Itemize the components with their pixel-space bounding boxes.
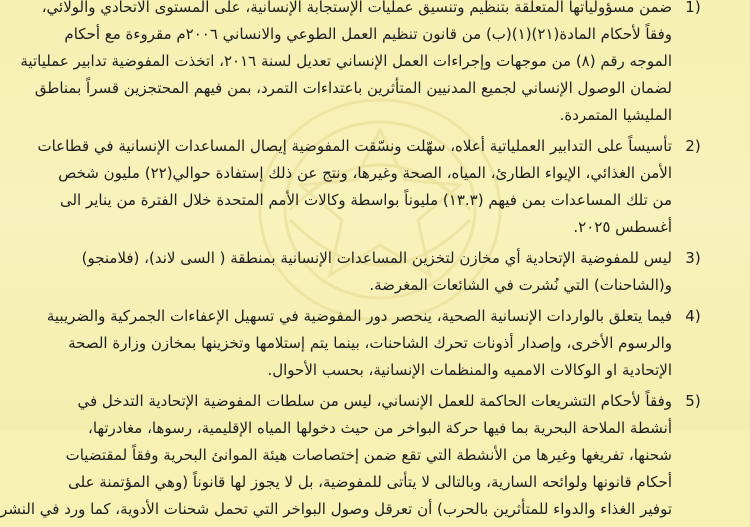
item-number: 5) (685, 392, 701, 410)
text-line: و(الشاحنات) التي نُشرت في الشائعات المغرضة. (369, 276, 672, 294)
text-line: والرسوم الأخرى، وإصدار أذونات تحرك الشاحنات، بينما يتم إستلامها وتخزينها بمخازن وزارة الصحة (68, 334, 672, 352)
text-line: الموجه رقم (٨) من موجهات وإجراءات العمل الإنساني تعديل لسنة ٢٠١٦، اتخذت المفوضية تدابير عملياتية (20, 52, 672, 70)
item-text (0, 388, 676, 523)
list-item (37, 133, 710, 241)
list-item (20, 0, 710, 129)
text-line: وفقاً لأحكام التشريعات الحاكمة للعمل الإنساني، ليس من سلطات المفوضية الإتحادية التدخل في (77, 392, 672, 410)
text-line: من تلك المساعدات بمن فيهم (١٣.٣) مليوناً بواسطة وكالات الأمم المتحدة خلال الفترة من يناير الى (59, 191, 672, 209)
text-line: وفقاً لأحكام المادة(٢١)(١)(ب) من قانون تنظيم العمل الطوعي والانساني ٢٠٠٦م مقروءة مع أحكام (64, 25, 672, 43)
text-line: المليشيا المتمردة. (559, 106, 672, 124)
item-number: 3) (685, 249, 701, 267)
item-text (40, 245, 676, 299)
text-line: أنشطة الملاحة البحرية بما فيها حركة البواخر من حيث دخولها المياه الإقليمية، رسوها، مغادرتها، (88, 419, 672, 437)
text-line: ضمن مسؤولياتها المتعلقة بتنظيم وتنسيق عمليات الإستجابة الإنسانية، على المستوى الاتحادي والولائي، (41, 0, 672, 16)
text-line: أحكام قانونها ولوائحه السارية، وبالتالى لا يتأتى للمفوضية، بل لا يجوز لها قانوناً (وهي المؤتمنة على (68, 473, 672, 491)
text-line: شحنها، تفريغها وغيرها من الأنشطة التي تقع ضمن إختصاصات هيئة الموانئ البحرية وفقاً لمقتضيات (65, 446, 672, 464)
list-item (40, 303, 710, 384)
item-text (40, 303, 676, 384)
text-line: ليس للمفوضية الإتحادية أي مخازن لتخزين المساعدات الإنسانية بمنطقة ( السى لاند)، (فلامنجو) (81, 249, 672, 267)
item-text (37, 133, 676, 241)
list-item (0, 388, 710, 523)
item-number: 2) (685, 137, 701, 155)
text-line: فيما يتعلق بالواردات الإنسانية الصحية، ينحصر دور المفوضية في تسهيل الإعفاءات الجمركية والضريبية (46, 307, 672, 325)
text-line: أغسطس ٢٠٢٥. (573, 218, 672, 236)
item-number: 4) (685, 307, 701, 325)
text-line: تأسيساً على التدابير العملياتية أعلاه، سهّلت ونسّقت المفوضية إيصال المساعدات الإنسانية في قطاعات (37, 137, 672, 155)
text-line: توفير الغذاء والدواء للمتأثرين بالحرب) أن تعرقل وصول البواخر التي تحمل شحنات الأدوية، كما ورد في النشر (0, 500, 672, 518)
list-item (40, 245, 710, 299)
text-line: لضمان الوصول الإنساني لجميع المدنيين المتأثرين باعتداءات التمرد، بمن فيهم المحتجزين قسراً بمناطق (34, 79, 672, 97)
text-line: الإتحادية او الوكالات الامميه والمنظمات الإنسانية، بحسب الأحوال. (267, 361, 672, 379)
text-line: الأمن الغذائي، الإيواء الطارئ، المياه، الصحة وغيرها، ونتج عن ذلك إستفادة حوالي(٢٢) مليون شخص (58, 164, 672, 182)
item-number: 1) (685, 0, 701, 16)
item-text (20, 0, 676, 129)
